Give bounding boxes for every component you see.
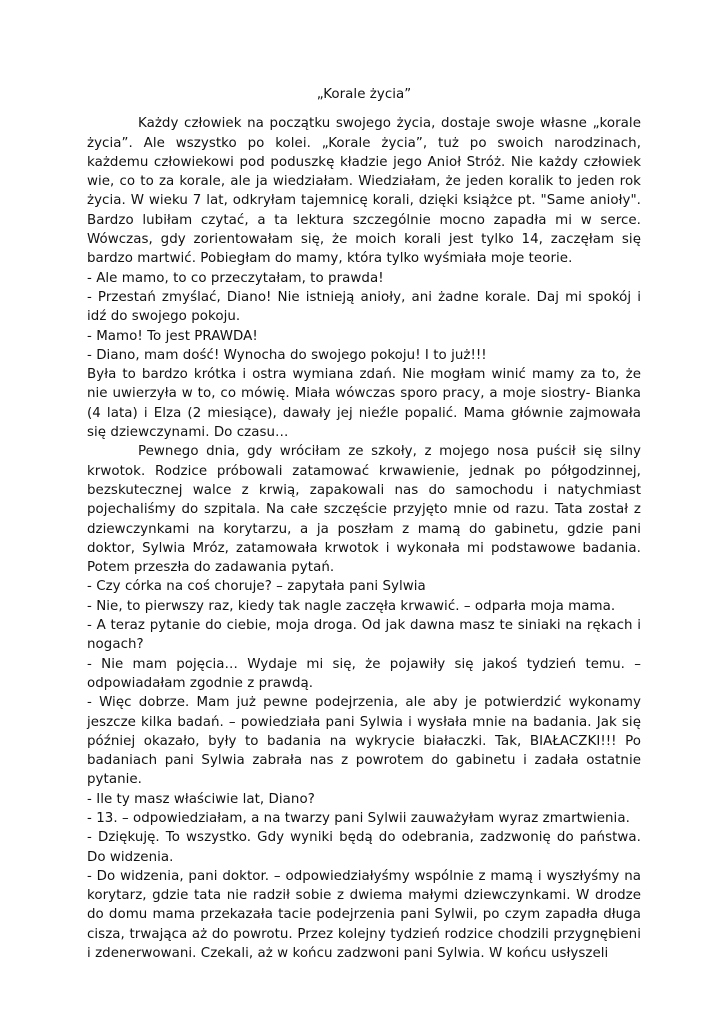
document-body	[87, 85, 641, 963]
dialogue-line: - Nie, to pierwszy raz, kiedy tak nagle zaczęła krwawić. – odparła moja mama.	[87, 598, 616, 614]
paragraph: Była to bardzo krótka i ostra wymiana zdań. Nie mogłam winić mamy za to, że nie uwierzyła w to, co mówię. Miała wówczas sporo pracy, a moje siostry- Bianka (4 lata) i Elza (2 miesiące), dawały jej nieźle popalić. Mama głównie zajmowała się dziewczynami. Do czasu…	[87, 367, 641, 441]
dialogue-line: - Więc dobrze. Mam już pewne podejrzenia, ale aby je potwierdzić wykonamy jeszcze kilka badań. – powiedziała pani Sylwia i wysłała mnie na badania. Jak się później okazało, były to badania na wykrycie białaczki. Tak, BIAŁACZKI!!! Po badaniach pani Sylwia zabrała nas z powrotem do gabinetu i zadała ostatnie pytanie.	[87, 695, 641, 788]
paragraph: - Do widzenia, pani doktor. – odpowiedziałyśmy wspólnie z mamą i wyszłyśmy na korytarz, gdzie tata nie radził sobie z dwiema małymi dziewczynkami. W drodze do domu mama przekazała tacie podejrzenia pani Sylwii, po czym zapadła długa cisza, trwająca aż do powrotu. Przez kolejny tydzień rodzice chodzili przygnębieni i zdenerwowani. Czekali, aż w końcu zadzwoni pani Sylwia. W końcu usłyszeli	[87, 868, 641, 962]
dialogue-line: - Diano, mam dość! Wynocha do swojego pokoju! I to już!!!	[87, 347, 487, 363]
dialogue-line: - Przestań zmyślać, Diano! Nie istnieją anioły, ani żadne korale. Daj mi spokój i idź do swojego pokoju.	[87, 289, 641, 325]
dialogue-line: - Dziękuję. To wszystko. Gdy wyniki będą do odebrania, zadzwonię do państwa. Do widzenia.	[87, 830, 641, 865]
dialogue-line: - Nie mam pojęcia… Wydaje mi się, że pojawiły się jakoś tydzień temu. – odpowiadałam zgodnie z prawdą.	[87, 656, 641, 691]
dialogue-line: - Ile ty masz właściwie lat, Diano?	[87, 791, 315, 807]
paragraph: Pewnego dnia, gdy wróciłam ze szkoły, z mojego nosa puścił się silny krwotok. Rodzice próbowali zatamować krwawienie, jednak po półgodzinnej, bezskutecznej walce z krwią, zapakowali nas do samochodu i natychmiast pojechaliśmy do szpitala. Na całe szczęście przyjęto mnie od razu. Tata został z dziewczynkami na korytarzu, a ja poszłam z mamą do gabinetu, gdzie pani doktor, Sylwia Mróz, zatamowała krwotok i wykonała mi podstawowe badania. Potem przeszła do zadawania pytań.	[87, 444, 641, 576]
dialogue-line: - Mamo! To jest PRAWDA!	[87, 328, 258, 344]
paragraph-intro: Każdy człowiek na początku swojego życia, dostaje swoje własne „korale życia”. Ale wszystko po kolei. „Korale życia”, tuż po swoich narodzinach, każdemu człowiekowi pod poduszkę kładzie jego Anioł Stróż. Nie każdy człowiek wie, co to za korale, ale ja wiedziałam. Wiedziałam, że jeden koralik to jeden rok życia. W wieku 7 lat, odkryłam tajemnicę korali, dzięki książce pt. "Same anioły". Bardzo lubiłam czytać, a ta lektura szczególnie mocno zapadła mi w serce. Wówczas, gdy zorientowałam się, że moich korali jest tylko 14, zaczęłam się bardzo martwić. Pobiegłam do mamy, która tylko wyśmiała moje teorie.	[87, 116, 641, 267]
dialogue-line: - A teraz pytanie do ciebie, moja droga. Od jak dawna masz te siniaki na rękach i nogach?	[87, 618, 641, 653]
document-title: „Korale życia”	[316, 87, 412, 102]
dialogue-line: - Ale mamo, to co przeczytałam, to prawda!	[87, 270, 384, 286]
dialogue-line: - 13. – odpowiedziałam, a na twarzy pani Sylwii zauważyłam wyraz zmartwienia.	[87, 810, 630, 826]
dialogue-line: - Czy córka na coś choruje? – zapytała pani Sylwia	[87, 579, 426, 595]
